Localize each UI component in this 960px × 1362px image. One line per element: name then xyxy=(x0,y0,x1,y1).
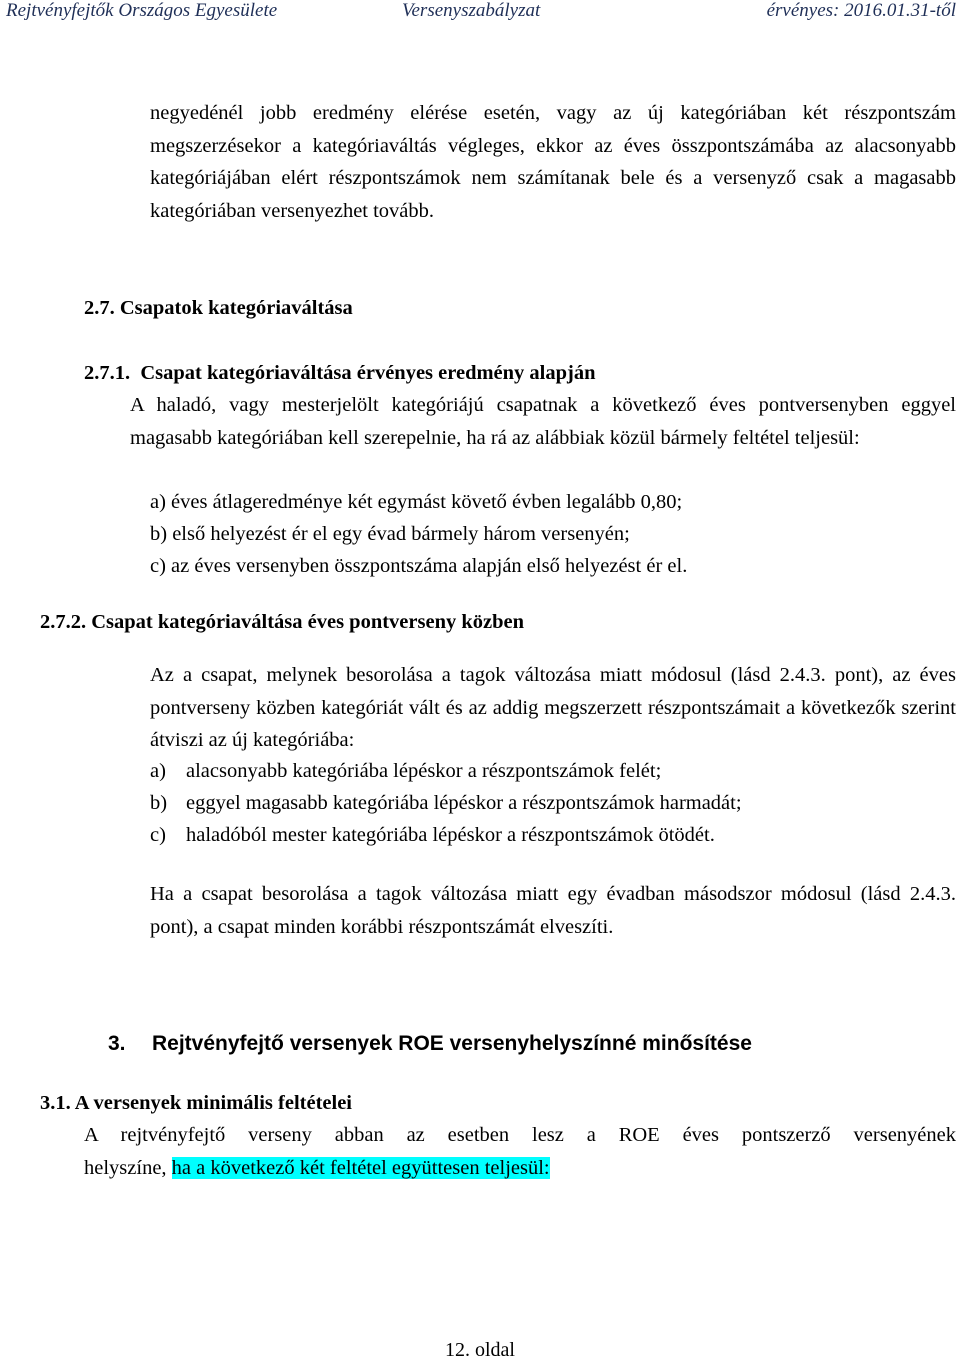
section-2-7-2-text: Az a csapat, melynek besorolása a tagok változása miatt módosul (lásd 2.4.3. pont), az éves pontverseny közben kategóriát vált és az addig megszerzett részpontszámait a következők szerint átviszi az új kategóriába: xyxy=(150,664,956,751)
page-header xyxy=(6,0,956,26)
list-item-text: eggyel magasabb kategóriába lépéskor a részpontszámok harmadát; xyxy=(186,792,742,814)
section-3-title: Rejtvényfejtő versenyek ROE versenyhelyszínné minősítése xyxy=(152,1032,752,1055)
highlighted-text: ha a következő két feltétel együttesen teljesül: xyxy=(171,1156,550,1179)
section-3-1-line-1: A rejtvényfejtő verseny abban az esetben lesz a ROE éves pontszerző versenyének xyxy=(84,1124,956,1146)
list-item-label: c) xyxy=(150,824,166,846)
list-item xyxy=(150,760,662,783)
section-2-7-2-closing-text: Ha a csapat besorolása a tagok változása miatt egy évadban másodszor módosul (lásd 2.4.3. pont), a csapat minden korábbi részpontszámát elveszíti. xyxy=(150,883,956,938)
section-2-7-1-text: A haladó, vagy mesterjelölt kategóriájú csapatnak a következő éves pontversenyben eggyel magasabb kategóriában kell szerepelnie, ha rá az alábbiak közül bármely feltétel teljesül: xyxy=(130,394,956,449)
page-number: 12. oldal xyxy=(445,1339,515,1361)
header-organization: Rejtvényfejtők Országos Egyesülete xyxy=(6,0,278,21)
intro-paragraph: negyedénél jobb eredmény elérése esetén, vagy az új kategóriában két részpontszám megszerzésekor a kategóriaváltás végleges, ekkor az éves összpontszámába az alacsonyabb kategóriájában elért részpontszámok nem számítanak bele és a versenyző csak a magasabb kategóriában versenyezhet tovább. xyxy=(150,102,956,222)
section-2-7-title: 2.7. Csapatok kategóriaváltása xyxy=(84,297,353,319)
section-3-heading xyxy=(108,1032,752,1056)
list-item-label: b) xyxy=(150,792,168,814)
list-item-label: a) xyxy=(150,760,166,782)
section-2-7-2-title: 2.7.2. Csapat kategóriaváltása éves pontverseny közben xyxy=(40,611,525,633)
section-3-1-text xyxy=(84,1119,956,1184)
section-3-number: 3. xyxy=(108,1032,126,1055)
list-item-text: alacsonyabb kategóriába lépéskor a részpontszámok felét; xyxy=(186,760,662,782)
list-item xyxy=(150,792,742,815)
list-item: c) az éves versenyben összpontszáma alapján első helyezést ér el. xyxy=(150,555,688,577)
list-item-text: haladóból mester kategóriába lépéskor a részpontszámok ötödét. xyxy=(186,824,715,846)
list-item: a) éves átlageredménye két egymást követő évben legalább 0,80; xyxy=(150,491,683,513)
header-validity: érvényes: 2016.01.31-től xyxy=(766,0,956,21)
list-item xyxy=(150,824,715,847)
list-item: b) első helyezést ér el egy évad bármely három versenyén; xyxy=(150,523,630,545)
section-3-1-line-2-text: helyszíne, xyxy=(84,1156,172,1179)
header-document-title: Versenyszabályzat xyxy=(402,0,541,21)
section-2-7-1-title: 2.7.1. Csapat kategóriaváltása érvényes eredmény alapján xyxy=(84,362,596,384)
section-3-1-line-2 xyxy=(84,1152,956,1185)
section-3-1-title: 3.1. A versenyek minimális feltételei xyxy=(40,1092,352,1114)
